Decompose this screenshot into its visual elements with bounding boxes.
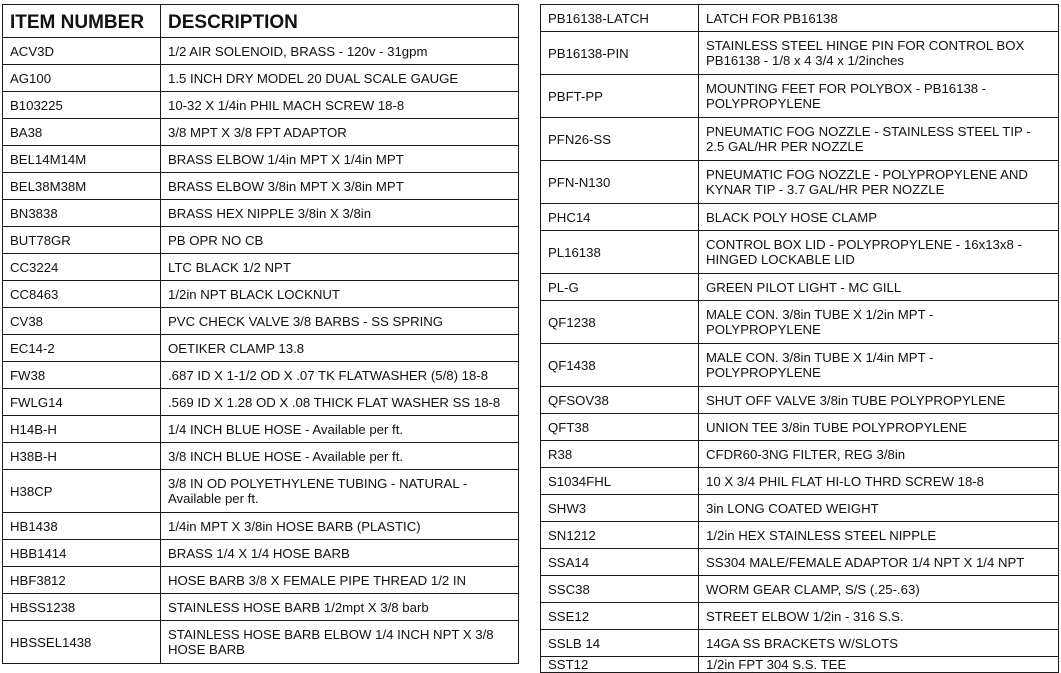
- item-number-cell: PHC14: [541, 204, 699, 231]
- item-number-cell: ACV3D: [3, 38, 161, 65]
- table-row: [541, 441, 1059, 468]
- table-row: [541, 301, 1059, 344]
- description-cell: BRASS ELBOW 3/8in MPT X 3/8in MPT: [161, 173, 519, 200]
- description-cell: WORM GEAR CLAMP, S/S (.25-.63): [699, 576, 1059, 603]
- table-row: [3, 38, 519, 65]
- table-row: [3, 567, 519, 594]
- description-cell: OETIKER CLAMP 13.8: [161, 335, 519, 362]
- item-number-cell: SSA14: [541, 549, 699, 576]
- description-cell: 3/8 INCH BLUE HOSE - Available per ft.: [161, 443, 519, 470]
- item-number-cell: FWLG14: [3, 389, 161, 416]
- item-number-cell: PB16138-PIN: [541, 32, 699, 75]
- table-row: [541, 344, 1059, 387]
- description-cell: MOUNTING FEET FOR POLYBOX - PB16138 - POLYPROPYLENE: [699, 75, 1059, 118]
- description-cell: SHUT OFF VALVE 3/8in TUBE POLYPROPYLENE: [699, 387, 1059, 414]
- item-number-cell: AG100: [3, 65, 161, 92]
- table-row: [541, 32, 1059, 75]
- description-cell: 1/4in MPT X 3/8in HOSE BARB (PLASTIC): [161, 513, 519, 540]
- table-row: [3, 173, 519, 200]
- table-row: [541, 657, 1059, 673]
- item-number-header: ITEM NUMBER: [3, 5, 161, 38]
- table-row: [541, 75, 1059, 118]
- table-row: [3, 513, 519, 540]
- description-cell: 3/8 IN OD POLYETHYLENE TUBING - NATURAL - Available per ft.: [161, 470, 519, 513]
- table-row: [3, 254, 519, 281]
- description-cell: UNION TEE 3/8in TUBE POLYPROPYLENE: [699, 414, 1059, 441]
- item-number-cell: H38B-H: [3, 443, 161, 470]
- table-row: [3, 281, 519, 308]
- item-number-cell: CC8463: [3, 281, 161, 308]
- description-cell: HOSE BARB 3/8 X FEMALE PIPE THREAD 1/2 IN: [161, 567, 519, 594]
- item-number-cell: BUT78GR: [3, 227, 161, 254]
- description-cell: SS304 MALE/FEMALE ADAPTOR 1/4 NPT X 1/4 NPT: [699, 549, 1059, 576]
- description-cell: GREEN PILOT LIGHT - MC GILL: [699, 274, 1059, 301]
- table-row: [541, 161, 1059, 204]
- item-number-cell: HBB1414: [3, 540, 161, 567]
- table-row: [3, 540, 519, 567]
- item-number-cell: QF1438: [541, 344, 699, 387]
- item-number-cell: QFT38: [541, 414, 699, 441]
- table-row: [3, 470, 519, 513]
- description-cell: PVC CHECK VALVE 3/8 BARBS - SS SPRING: [161, 308, 519, 335]
- item-number-cell: H38CP: [3, 470, 161, 513]
- item-number-cell: CV38: [3, 308, 161, 335]
- description-cell: 10-32 X 1/4in PHIL MACH SCREW 18-8: [161, 92, 519, 119]
- item-number-cell: SSC38: [541, 576, 699, 603]
- description-cell: CFDR60-3NG FILTER, REG 3/8in: [699, 441, 1059, 468]
- description-cell: 10 X 3/4 PHIL FLAT HI-LO THRD SCREW 18-8: [699, 468, 1059, 495]
- table-row: [3, 92, 519, 119]
- description-cell: 1/2in FPT 304 S.S. TEE: [699, 657, 1059, 673]
- description-cell: 1/2 AIR SOLENOID, BRASS - 120v - 31gpm: [161, 38, 519, 65]
- description-cell: 1/4 INCH BLUE HOSE - Available per ft.: [161, 416, 519, 443]
- header-row: [3, 5, 519, 38]
- table-row: [541, 468, 1059, 495]
- item-number-cell: HBSSEL1438: [3, 621, 161, 664]
- description-cell: BLACK POLY HOSE CLAMP: [699, 204, 1059, 231]
- table-row: [3, 416, 519, 443]
- table-row: [3, 362, 519, 389]
- description-cell: .569 ID X 1.28 OD X .08 THICK FLAT WASHER SS 18-8: [161, 389, 519, 416]
- description-cell: STAINLESS HOSE BARB 1/2mpt X 3/8 barb: [161, 594, 519, 621]
- description-header: DESCRIPTION: [161, 5, 519, 38]
- item-number-cell: BEL14M14M: [3, 146, 161, 173]
- description-cell: 1.5 INCH DRY MODEL 20 DUAL SCALE GAUGE: [161, 65, 519, 92]
- description-cell: PNEUMATIC FOG NOZZLE - POLYPROPYLENE AND KYNAR TIP - 3.7 GAL/HR PER NOZZLE: [699, 161, 1059, 204]
- table-row: [3, 308, 519, 335]
- item-number-cell: BA38: [3, 119, 161, 146]
- description-cell: BRASS ELBOW 1/4in MPT X 1/4in MPT: [161, 146, 519, 173]
- table-row: [541, 274, 1059, 301]
- item-number-cell: QFSOV38: [541, 387, 699, 414]
- item-number-cell: SST12: [541, 657, 699, 673]
- table-row: [541, 549, 1059, 576]
- item-number-cell: S1034FHL: [541, 468, 699, 495]
- description-cell: MALE CON. 3/8in TUBE X 1/4in MPT - POLYPROPYLENE: [699, 344, 1059, 387]
- table-row: [3, 389, 519, 416]
- item-number-cell: H14B-H: [3, 416, 161, 443]
- item-number-cell: PBFT-PP: [541, 75, 699, 118]
- description-cell: PNEUMATIC FOG NOZZLE - STAINLESS STEEL TIP - 2.5 GAL/HR PER NOZZLE: [699, 118, 1059, 161]
- description-cell: STAINLESS STEEL HINGE PIN FOR CONTROL BOX PB16138 - 1/8 x 4 3/4 x 1/2inches: [699, 32, 1059, 75]
- table-row: [3, 65, 519, 92]
- description-cell: 3in LONG COATED WEIGHT: [699, 495, 1059, 522]
- item-number-cell: SSE12: [541, 603, 699, 630]
- description-cell: 14GA SS BRACKETS W/SLOTS: [699, 630, 1059, 657]
- table-row: [541, 231, 1059, 274]
- description-cell: BRASS HEX NIPPLE 3/8in X 3/8in: [161, 200, 519, 227]
- description-cell: STAINLESS HOSE BARB ELBOW 1/4 INCH NPT X 3/8 HOSE BARB: [161, 621, 519, 664]
- table-row: [541, 603, 1059, 630]
- description-cell: LTC BLACK 1/2 NPT: [161, 254, 519, 281]
- item-number-cell: HBSS1238: [3, 594, 161, 621]
- description-cell: 1/2in NPT BLACK LOCKNUT: [161, 281, 519, 308]
- parts-table-left: [2, 4, 519, 664]
- table-row: [541, 576, 1059, 603]
- item-number-cell: HB1438: [3, 513, 161, 540]
- description-cell: 3/8 MPT X 3/8 FPT ADAPTOR: [161, 119, 519, 146]
- item-number-cell: HBF3812: [3, 567, 161, 594]
- item-number-cell: EC14-2: [3, 335, 161, 362]
- table-row: [541, 414, 1059, 441]
- table-row: [541, 5, 1059, 32]
- description-cell: BRASS 1/4 X 1/4 HOSE BARB: [161, 540, 519, 567]
- table-row: [3, 227, 519, 254]
- item-number-cell: R38: [541, 441, 699, 468]
- table-row: [541, 387, 1059, 414]
- table-row: [541, 118, 1059, 161]
- table-row: [3, 621, 519, 664]
- table-row: [3, 443, 519, 470]
- item-number-cell: FW38: [3, 362, 161, 389]
- description-cell: LATCH FOR PB16138: [699, 5, 1059, 32]
- table-row: [3, 594, 519, 621]
- item-number-cell: BN3838: [3, 200, 161, 227]
- item-number-cell: B103225: [3, 92, 161, 119]
- description-cell: STREET ELBOW 1/2in - 316 S.S.: [699, 603, 1059, 630]
- item-number-cell: SN1212: [541, 522, 699, 549]
- description-cell: MALE CON. 3/8in TUBE X 1/2in MPT - POLYPROPYLENE: [699, 301, 1059, 344]
- item-number-cell: SSLB 14: [541, 630, 699, 657]
- table-row: [3, 335, 519, 362]
- item-number-cell: PL-G: [541, 274, 699, 301]
- item-number-cell: BEL38M38M: [3, 173, 161, 200]
- description-cell: CONTROL BOX LID - POLYPROPYLENE - 16x13x8 - HINGED LOCKABLE LID: [699, 231, 1059, 274]
- table-row: [541, 204, 1059, 231]
- table-row: [541, 495, 1059, 522]
- parts-table-right: [540, 4, 1059, 673]
- table-row: [541, 522, 1059, 549]
- item-number-cell: QF1238: [541, 301, 699, 344]
- table-row: [541, 630, 1059, 657]
- item-number-cell: CC3224: [3, 254, 161, 281]
- item-number-cell: PB16138-LATCH: [541, 5, 699, 32]
- description-cell: PB OPR NO CB: [161, 227, 519, 254]
- item-number-cell: PFN26-SS: [541, 118, 699, 161]
- description-cell: 1/2in HEX STAINLESS STEEL NIPPLE: [699, 522, 1059, 549]
- table-row: [3, 119, 519, 146]
- table-row: [3, 200, 519, 227]
- item-number-cell: PL16138: [541, 231, 699, 274]
- item-number-cell: PFN-N130: [541, 161, 699, 204]
- description-cell: .687 ID X 1-1/2 OD X .07 TK FLATWASHER (5/8) 18-8: [161, 362, 519, 389]
- item-number-cell: SHW3: [541, 495, 699, 522]
- table-row: [3, 146, 519, 173]
